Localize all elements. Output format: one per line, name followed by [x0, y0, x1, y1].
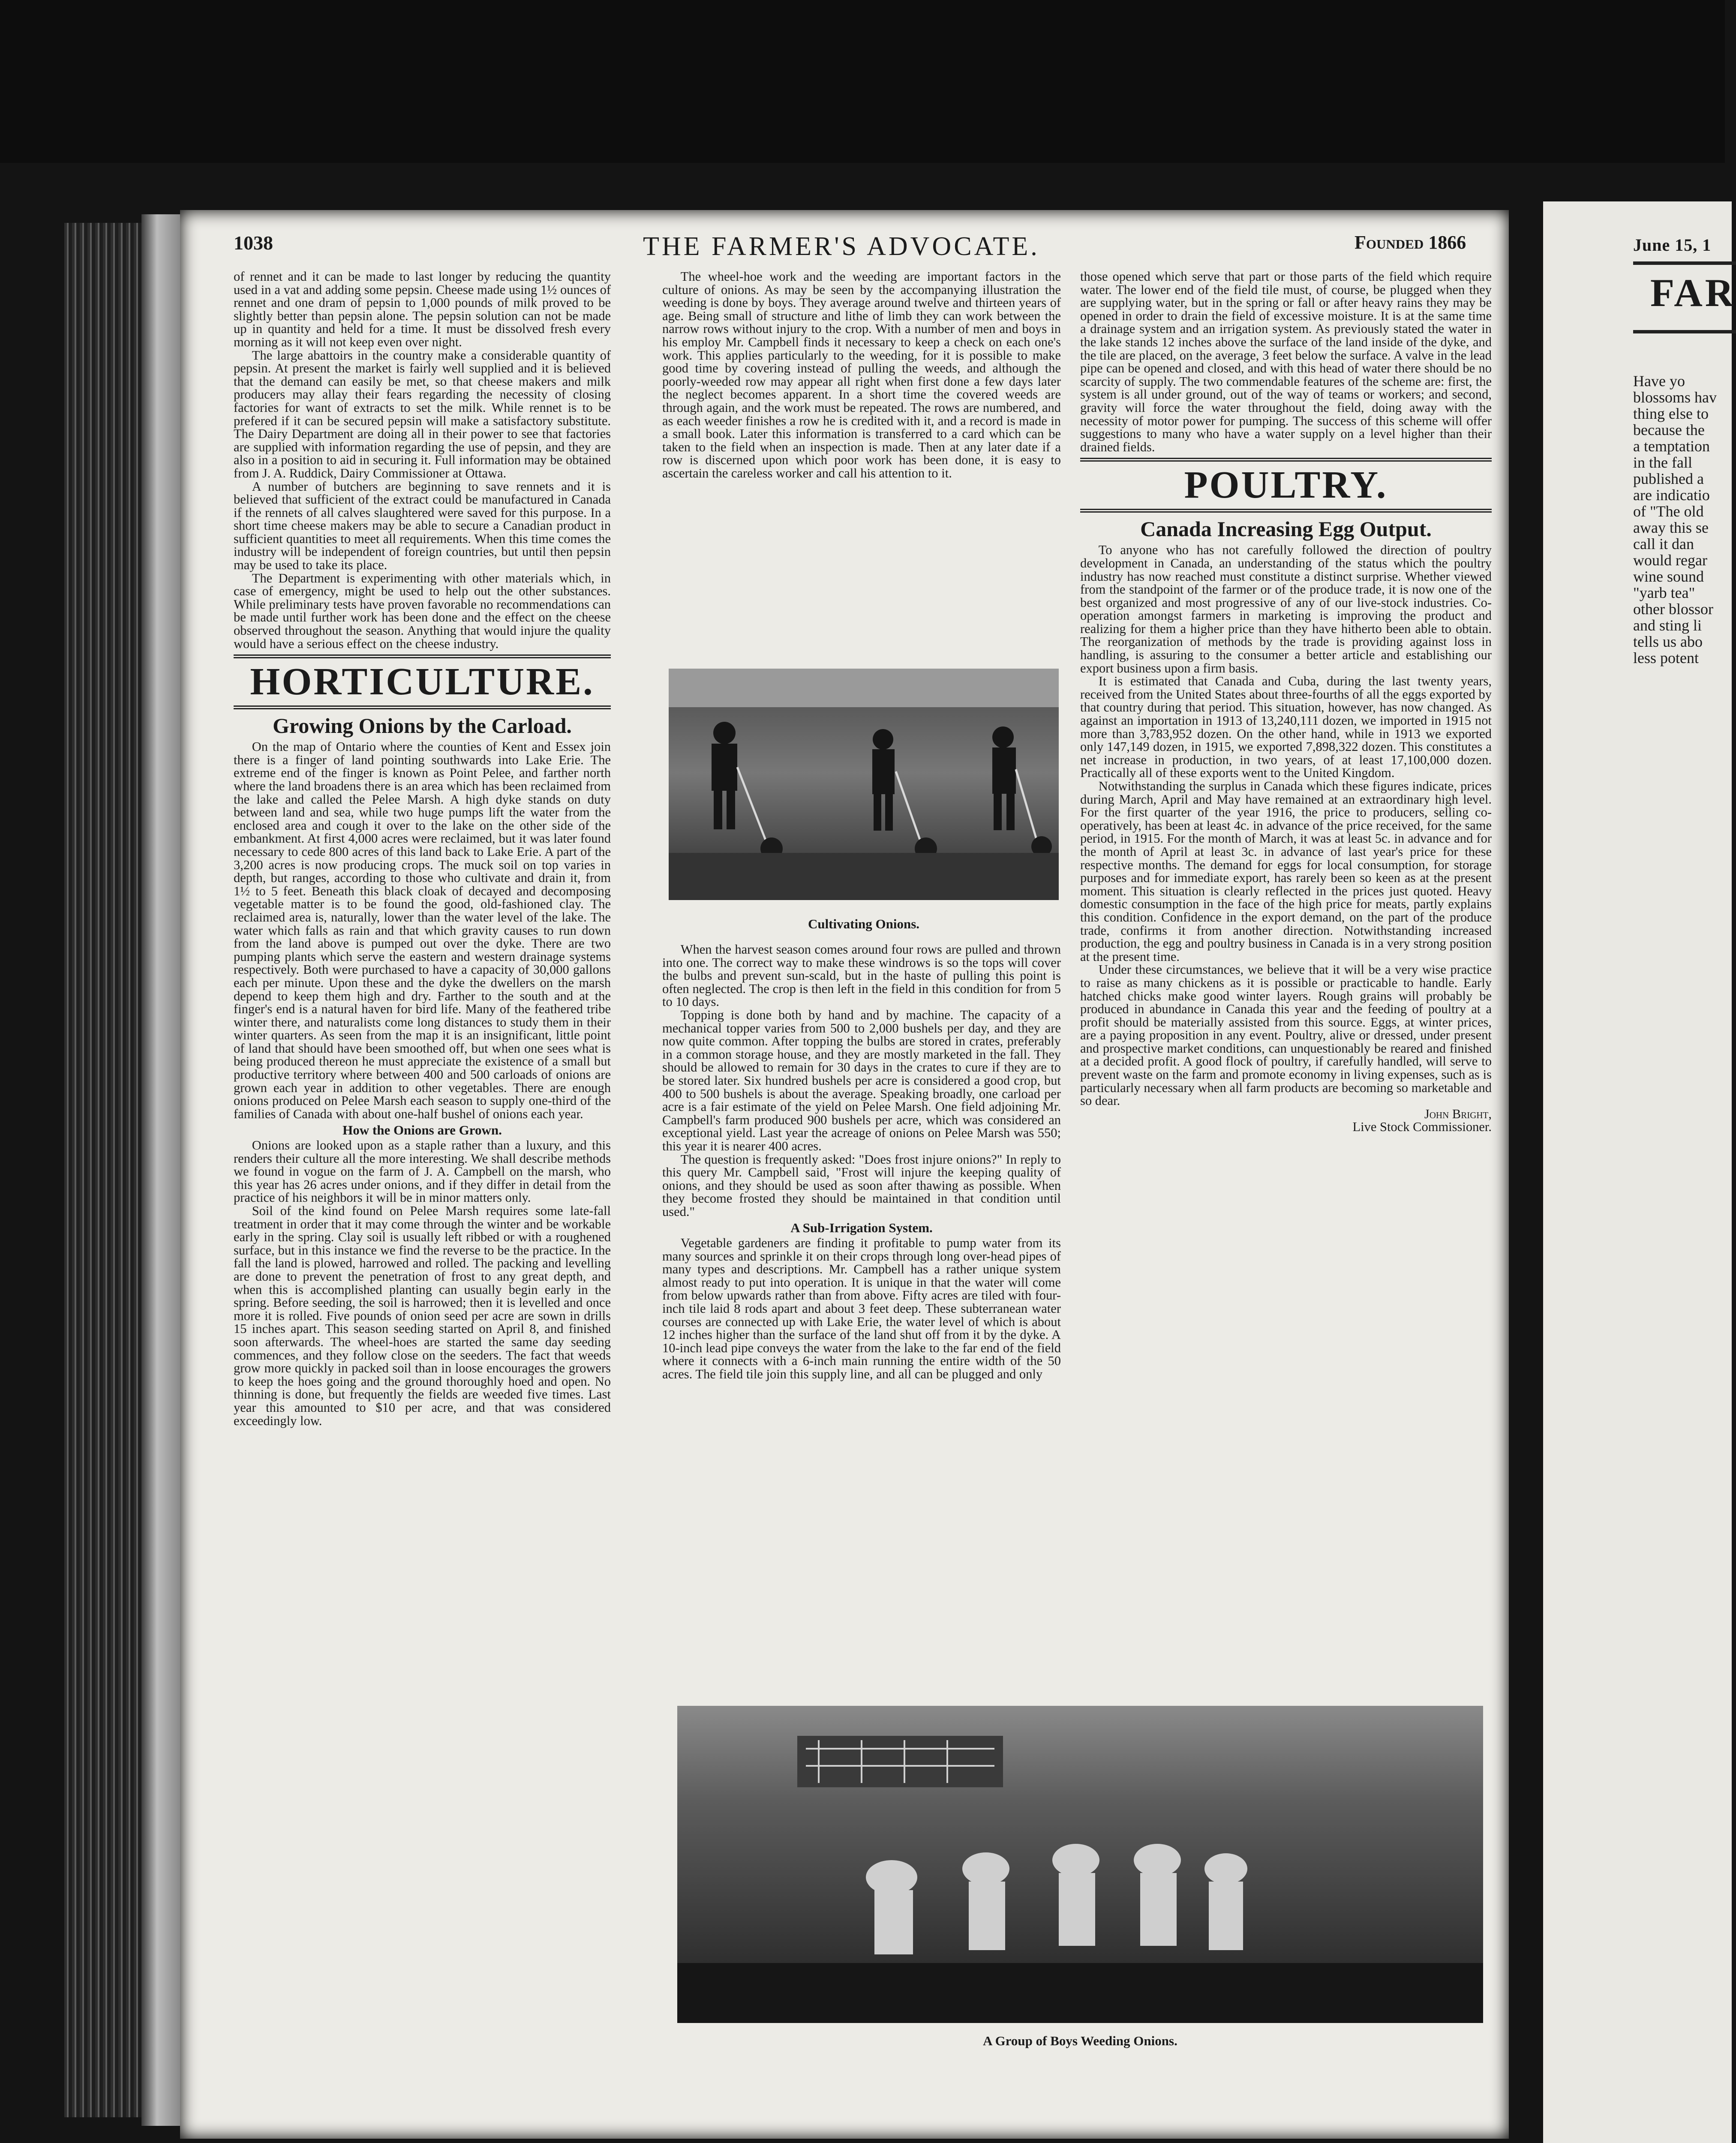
founded-line: Founded 1866 — [1355, 232, 1466, 253]
facing-page-line: Have yo — [1633, 372, 1685, 390]
facing-page-line: wine sound — [1633, 568, 1704, 585]
facing-page-line: published a — [1633, 470, 1704, 487]
paragraph: Notwithstanding the surplus in Canada which these figures indicate, prices during March, April and May have remained at an extraordinary high level. For the first quarter of the year 1916, the price to producers, selling co-operatively, has been at least 4c. in advance of the price received, for the same period, in 1915. For the month of March, it was at least 5c. in advance and for the month of April at least 3c. in advance of last year's price for these respective months. The demand for eggs for local consumption, for storage purposes and for immediate export, has rarely been so keen as at the present moment. This situation is clearly reflected in the prices just quoted. Heavy domestic consumption in the face of the high price for meats, partly explains this condition. Confidence in the export demand, on the part of the produce trade, confirms it from another direction. Notwithstanding increased production, the egg and poultry business in Canada is in a very strong position at the present time. — [1080, 779, 1492, 964]
photo-image — [677, 1706, 1483, 2023]
rule — [1633, 261, 1736, 265]
column-3 — [1080, 270, 1492, 1134]
facing-page-header: June 15, 1 — [1633, 235, 1712, 255]
rule — [1633, 330, 1736, 333]
facing-page-line: tells us abo — [1633, 633, 1703, 650]
facing-page-line: blossoms hav — [1633, 389, 1717, 406]
facing-page-title: FAR — [1650, 271, 1736, 315]
paragraph: Soil of the kind found on Pelee Marsh requires some late-fall treatment in order that it may come through the winter and be workable early in the spring. Clay soil is usually left ribbed or with a roughened surface, but in this instance we find the reverse to be the practice. In the fall the land is plowed, harrowed and rolled. The packing and levelling are done to prevent the penetration of frost to any great depth, and when this is accomplished planting can usually begin early in the spring. Before seeding, the soil is harrowed; then it is levelled and once more it is rolled. Five pounds of onion seed per acre are sown in drills 15 inches apart. This season seeding started on April 8, and finished soon afterwards. The wheel-hoes are started the same day seeding commences, and they follow close on the seeders. The fact that weeds grow more quickly in packed soil than in loose encourages the growers to keep the hoes going and the ground thoroughly hoed and open. No thinning is done, but frequently the fields are weeded five times. Last year this amounted to $10 per acre, and that was considered exceedingly low. — [234, 1204, 611, 1428]
photo-boys-weeding — [677, 1706, 1483, 2023]
paragraph: The wheel-hoe work and the weeding are important factors in the culture of onions. As may be seen by the accompanying illustration the weeding is done by boys. They average around twelve and thirteen years of age. Being small of structure and lithe of limb they can work between the narrow rows without injury to the crop. With a number of men and boys in his employ Mr. Campbell finds it necessary to keep a check on each one's work. This applies particularly to the weeding, for it is possible to make good time by covering instead of pulling the weeds, and although the poorly-weeded row may appear all right when first done a few days later the neglect becomes apparent. In a short time the covered weeds are through again, and the work must be repeated. The rows are numbered, and as each weeder finishes a row he is credited with it, and a record is made in a small book. Later this information is transferred to a card which can be taken to the field when an inspection is made. Then at any later date if a row is discerned upon which poor work has been done, it is easy to ascertain the careless worker and call his attention to it. — [662, 269, 1061, 480]
paragraph: It is estimated that Canada and Cuba, during the last twenty years, received from the United States about three-fourths of all the eggs exported by that country during that period. This situation, however, has now changed. As against an importation in 1913 of 13,240,111 dozen, we imported in 1915 not more than 3,783,952 dozen. On the other hand, while in 1913 we exported only 147,149 dozen, in 1915, we exported 7,898,322 dozen. This constitutes a net increase in production, in two years, of at least 17,100,000 dozen. Practically all of these exports went to the United Kingdom. — [1080, 674, 1492, 780]
facing-page-line: a temptation — [1633, 438, 1710, 455]
page-number: 1038 — [234, 232, 273, 254]
facing-page-text — [1633, 373, 1736, 666]
photo-cultivating-onions — [669, 669, 1059, 900]
photo-caption: A Group of Boys Weeding Onions. — [983, 2033, 1177, 2048]
paragraph: Onions are looked upon as a staple rather than a luxury, and this renders their culture all the more interesting. We shall describe methods we found in vogue on the farm of J. A. Campbell on the marsh, who this year has 26 acres under onions, and if they differ in detail from the practice of his neighbors it will be in minor matters only. — [234, 1138, 611, 1205]
facing-page-line: are indicatio — [1633, 486, 1710, 504]
paragraph: of rennet and it can be made to last longer by reducing the quantity used in a vat and adding some pepsin. Cheese made using 1½ ounces of rennet and one dram of pepsin to 1,000 pounds of milk proved to be slightly better than pepsin alone. The pepsin solution can not be made up in quantity and held for a time. It must be dissolved fresh every morning as it will not keep even over night. — [234, 269, 611, 349]
paragraph: When the harvest season comes around four rows are pulled and thrown into one. The correct way to make these windrows is so the tops will cover the bulbs and prevent sun-scald, but in the haste of pulling this point is often neglected. The crop is then left in the field in this condition for from 5 to 10 days. — [662, 942, 1061, 1009]
paragraph: The Department is experimenting with other materials which, in case of emergency, might be used to help out the other substances. While preliminary tests have proven favorable no recommendations can be made until further work has been done and the effect on the cheese observed throughout the season. Anything that would injure the quality would have a serious effect on the cheese industry. — [234, 570, 611, 651]
paragraph: To anyone who has not carefully followed the direction of poultry development in Canada, an understanding of the status which the poultry industry has now reached must constitute a distinct surprise. Whether viewed from the standpoint of the farmer or of the produce trade, it is now one of the best organized and most progressive of any of our live-stock industries. Co-operation amongst farmers in marketing is improving the product and realizing for them a higher price than they have hitherto been able to obtain. The reorganization of methods by the trade is providing against loss in handling, is assuring to the consumer a better article and establishing our export business upon a firm basis. — [1080, 543, 1492, 675]
section-title-horticulture: HORTICULTURE. — [234, 654, 611, 709]
signature-name: John Bright, — [1424, 1106, 1492, 1121]
photo-caption: Cultivating Onions. — [808, 916, 920, 931]
section-title-poultry: POULTRY. — [1080, 458, 1492, 513]
column-1 — [234, 270, 611, 1427]
paragraph: A number of butchers are beginning to save rennets and it is believed that sufficient of the extract could be manufactured in Canada if the rennets of all calves slaughtered were saved for this purpose. In a short time cheese makers may be able to secure a Canadian product in sufficient quantities to meet all requirements. When this time comes the industry will be independent of foreign countries, but until then pepsin may be used to take its place. — [234, 479, 611, 573]
subheading: A Sub-Irrigation System. — [790, 1220, 933, 1236]
facing-page-line: less potent — [1633, 649, 1699, 666]
page-edges — [141, 214, 180, 2126]
facing-page — [1543, 201, 1736, 2143]
facing-page-line: would regar — [1633, 552, 1707, 569]
facing-page-line: other blossor — [1633, 600, 1713, 618]
paragraph: Vegetable gardeners are finding it profitable to pump water from its many sources and sprinkle it on their crops through long over-head pipes of many types and descriptions. Mr. Campbell has a rather unique system almost ready to put into operation. It is unique in that the water will come from below upwards rather than from above. Fifty acres are tiled with four-inch tile laid 8 rods apart and about 3 feet deep. These subterranean water courses are connected up with Lake Erie, the water level of which is about 12 inches higher than the surface of the land shut off from it by the dyke. A 10-inch lead pipe conveys the water from the lake to the far end of the field where it connects with a 6-inch main running the entire width of the 50 acres. The field tile join this supply line, and all can be plugged and only — [662, 1236, 1061, 1381]
facing-page-line: of "The old — [1633, 503, 1704, 520]
facing-page-line: "yarb tea" — [1633, 584, 1695, 601]
paragraph: The large abattoirs in the country make a considerable quantity of pepsin. At present the market is fairly well supplied and it is believed that the demand can easily be met, so that cheese makers and milk producers may allay their fears regarding the necessity of closing factories for want of extracts to set the milk. While rennet is to be prefered if it can be secured pepsin will make a satisfactory substitute. The Dairy Department are doing all in their power to see that factories are supplied with information regarding the use of pepsin, and they are also in a position to aid in securing it. Full information may be obtained from J. A. Ruddick, Dairy Commissioner at Ottawa. — [234, 348, 611, 480]
paragraph: those opened which serve that part or those parts of the field which require water. The lower end of the field tile must, of course, be plugged when they are supplying water, but in the spring or fall or after heavy rains they may be opened in order to drain the field of excessive moisture. It is at the same time a drainage system and an irrigation system. As previously stated the water in the lake stands 12 inches above the surface of the land inside of the dyke, and the tile are placed, on the average, 3 feet below the surface. A valve in the lead pipe can be opened and closed, and with this head of water there should be no scarcity of supply. The two commendable features of the scheme are: first, the system is all under ground, out of the way of teams or workers; and second, gravity will force the water throughout the field, doing away with the necessity of motor power for pumping. The success of this scheme will offer suggestions to many who have a water supply on a level higher than their drained fields. — [1080, 269, 1492, 454]
article-headline: Canada Increasing Egg Output. — [1140, 517, 1432, 541]
signature-title: Live Stock Commissioner. — [1352, 1120, 1492, 1135]
paragraph: Under these circumstances, we believe that it will be a very wise practice to raise as many chickens as it is possible or practicable to handle. Early hatched chicks make good winter layers. Rough grains will probably be produced in abundance in Canada this year and the feeding of poultry at a profit should be materially assisted from this source. Eggs, at winter prices, are a paying proposition in any event. Poultry, alive or dressed, under present and prospective market conditions, can unquestionably be reared and finished at a decided profit. A good flock of poultry, if carefully handled, will serve to prevent waste on the farm and promote economy in living expenses, such as is particularly necessary when all farm products are becoming so marketable and so dear. — [1080, 962, 1492, 1108]
facing-page-line: in the fall — [1633, 454, 1692, 471]
facing-page-line: and sting li — [1633, 617, 1702, 634]
article-headline: Growing Onions by the Carload. — [273, 714, 572, 738]
facing-page-line: because the — [1633, 421, 1705, 438]
scan-border — [0, 0, 1725, 163]
paragraph: The question is frequently asked: "Does frost injure onions?" In reply to this query Mr. Campbell said, "Frost will injure the keeping quality of onions, and they should be used as soon after thawing as possible. When they become frosted they should be maintained in that condition until used." — [662, 1152, 1061, 1219]
subheading: How the Onions are Grown. — [342, 1123, 502, 1138]
column-2-top — [662, 270, 1061, 480]
photo-image — [669, 669, 1059, 900]
paragraph: Topping is done both by hand and by machine. The capacity of a mechanical topper varies from 500 to 2,000 bushels per day, and they are now quite common. After topping the bulbs are stored in crates, preferably in a common storage house, and they are mostly marketed in the fall. They should be allowed to remain for 30 days in the crates to cure if they are to be stored later. Six hundred bushels per acre is considered a good crop, but 400 to 500 bushels is about the average. Speaking broadly, one carload per acre is a fair estimate of the yield on Pelee Marsh. One field adjoining Mr. Campbell's farm produced 900 bushels per acre, which was considered an exceptional yield. Last year the acreage of onions on Pelee Marsh was 550; this year it is nearer 400 acres. — [662, 1007, 1061, 1153]
facing-page-line: away this se — [1633, 519, 1709, 536]
facing-page-line: thing else to — [1633, 405, 1709, 422]
facing-page-line: call it dan — [1633, 535, 1694, 552]
masthead: THE FARMER'S ADVOCATE. — [643, 232, 1040, 261]
column-2-bottom — [662, 943, 1061, 1381]
paragraph: On the map of Ontario where the counties of Kent and Essex join there is a finger of land pointing southwards into Lake Erie. The extreme end of the finger is known as Point Pelee, and farther north where the land broadens there is an area which has been reclaimed from the lake and called the Pelee Marsh. A high dyke stands on duty between land and sea, while two huge pumps lift the water from the enclosed area and cough it over to the lake on the other side of the embankment. At first 4,000 acres were reclaimed, but it was later found necessary to cede 800 acres of this land back to Lake Erie. A part of the 3,200 acres is now producing crops. The muck soil on top varies in depth, but ranges, according to those who cultivate and drain it, from 1½ to 5 feet. Beneath this black cloak of decayed and decomposing vegetable matter is to be found the good, old-fashioned clay. The reclaimed area is, naturally, lower than the water level of the lake. The water which falls as rain and that which gravity causes to run down from the land above is pumped out over the dyke. There are two pumping plants which serve the eastern and western drainage systems respectively. Both were purchased to have a capacity of 30,000 gallons each per minute. Upon these and the dyke the dwellers on the marsh depend to keep them high and dry. Farther to the south and at the finger's end is a natural haven for bird life. Many of the feathered tribe winter there, and naturalists come long distances to study them in their winter quarters. As seen from the map it is an insignificant, little point of land that should have been smoothed off, but when one sees what is being produced thereon he must appreciate the existence of a small but productive territory where between 400 and 500 carloads of onions are grown each year in addition to other vegetables. There are enough onions produced on Pelee Marsh each season to supply one-third of the families of Canada with about one-half bushel of onions each year. — [234, 739, 611, 1121]
